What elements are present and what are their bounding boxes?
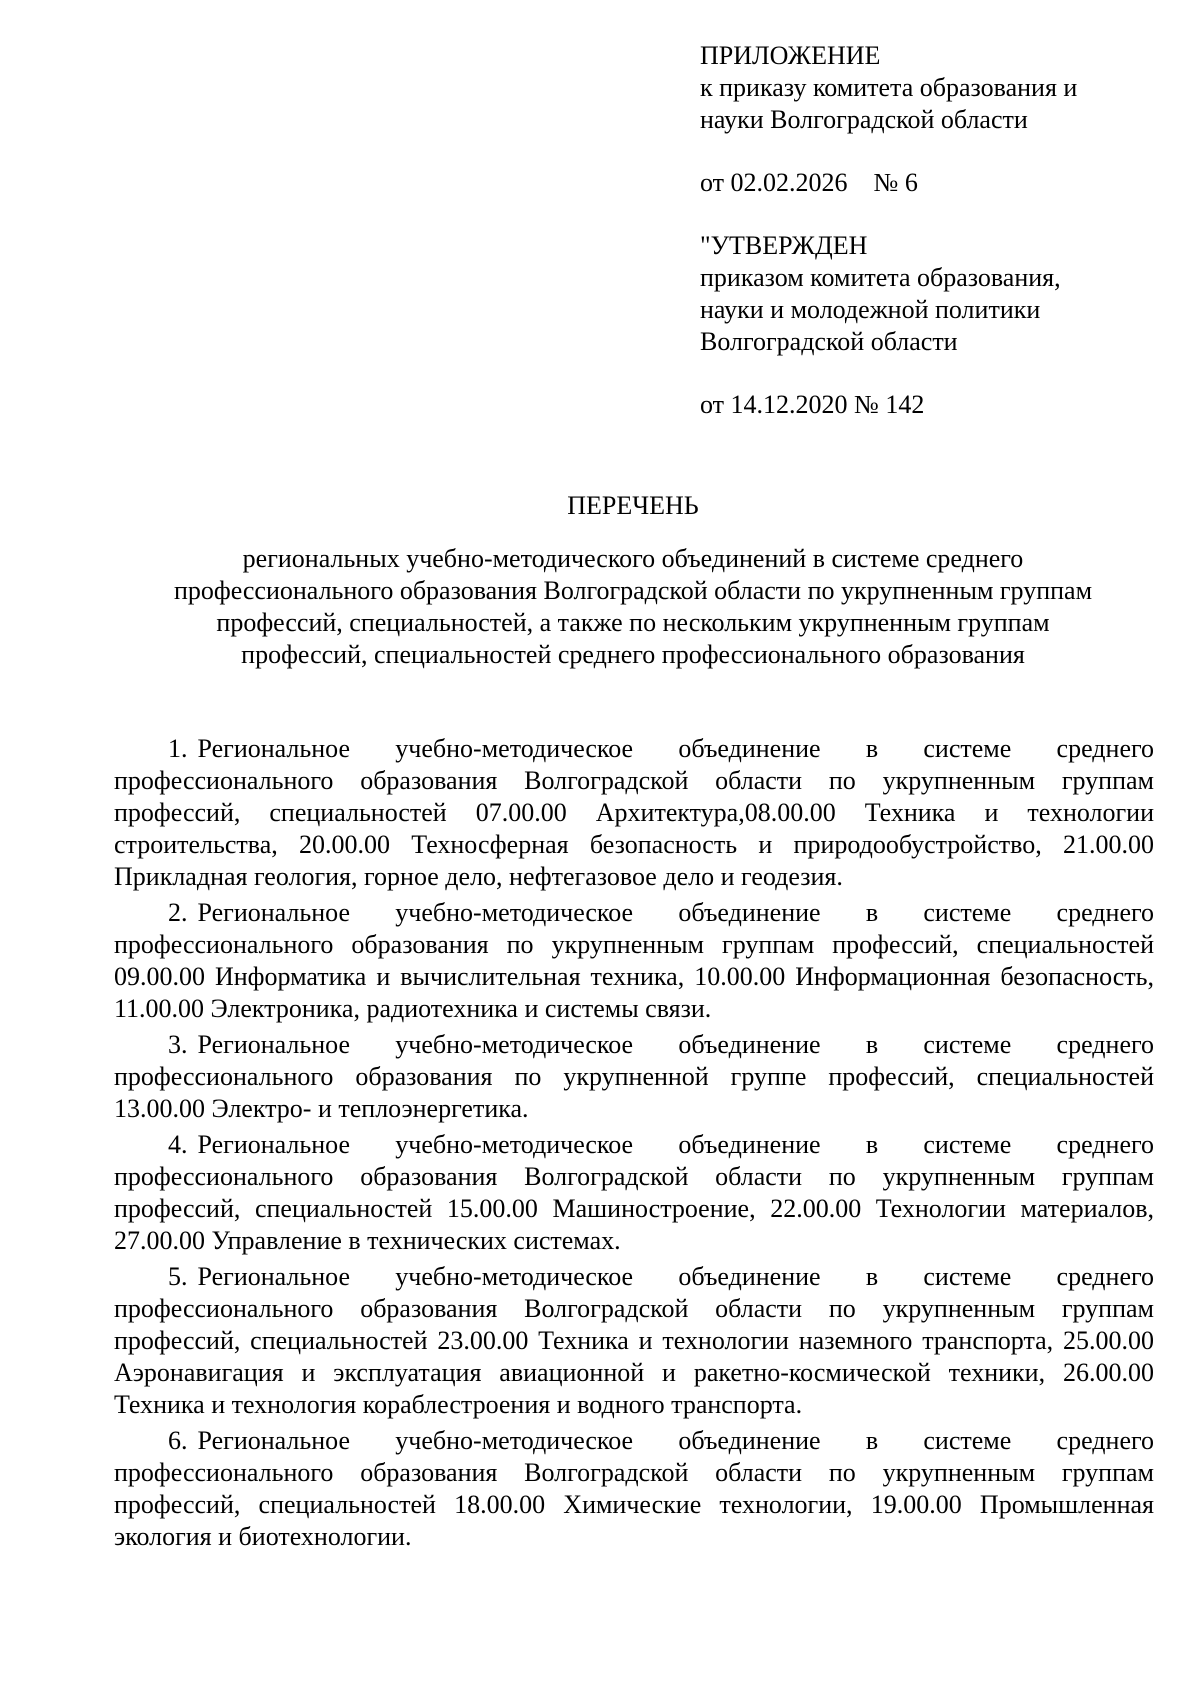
item-number: 4. xyxy=(168,1130,188,1159)
document-subtitle xyxy=(110,543,1156,671)
subtitle-line: региональных учебно-методического объединений в системе среднего xyxy=(242,544,1024,573)
appendix-line: к приказу комитета образования и xyxy=(700,73,1078,102)
appendix-header xyxy=(700,40,1180,421)
item-text: Региональное учебно-методическое объединение в системе среднего профессионального образования по укрупненной группе профессий, специальностей 13.00.00 Электро- и теплоэнергетика. xyxy=(114,1030,1154,1123)
approved-line: науки и молодежной политики xyxy=(700,295,1041,324)
order-reference: от 02.02.2026 № 6 xyxy=(700,168,918,197)
item-text: Региональное учебно-методическое объединение в системе среднего профессионального образования Волгоградской области по укрупненным группам профессий, специальностей 15.00.00 Машиностроение, 22.00.00 Технологии материалов, 27.00.00 Управление в технических системах. xyxy=(114,1130,1154,1255)
subtitle-line: профессий, специальностей, а также по нескольким укрупненным группам xyxy=(216,608,1050,637)
approved-order-reference: от 14.12.2020 № 142 xyxy=(700,390,925,419)
item-number: 3. xyxy=(168,1030,188,1059)
list-item xyxy=(114,733,1154,893)
item-number: 1. xyxy=(168,734,188,763)
appendix-label: ПРИЛОЖЕНИЕ xyxy=(700,41,881,70)
document-title: ПЕРЕЧЕНЬ xyxy=(567,491,699,520)
list-item xyxy=(114,1261,1154,1421)
approved-label: "УТВЕРЖДЕН xyxy=(700,231,868,260)
list-item xyxy=(114,1129,1154,1257)
list-item xyxy=(114,897,1154,1025)
subtitle-line: профессионального образования Волгоградской области по укрупненным группам xyxy=(173,576,1093,605)
list-item xyxy=(114,1029,1154,1125)
item-text: Региональное учебно-методическое объединение в системе среднего профессионального образования Волгоградской области по укрупненным группам профессий, специальностей 23.00.00 Техника и технологии наземного транспорта, 25.00.00 Аэронавигация и эксплуатация авиационной и ракетно-космической техники, 26.00.00 Техника и технология кораблестроения и водного транспорта. xyxy=(114,1262,1154,1419)
item-text: Региональное учебно-методическое объединение в системе среднего профессионального образования Волгоградской области по укрупненным группам профессий, специальностей 07.00.00 Архитектура,08.00.00 Техника и технологии строительства, 20.00.00 Техносферная безопасность и природообустройство, 21.00.00 Прикладная геология, горное дело, нефтегазовое дело и геодезия. xyxy=(114,734,1154,891)
subtitle-line: профессий, специальностей среднего профессионального образования xyxy=(241,640,1025,669)
item-number: 5. xyxy=(168,1262,188,1291)
item-text: Региональное учебно-методическое объединение в системе среднего профессионального образования по укрупненным группам профессий, специальностей 09.00.00 Информатика и вычислительная техника, 10.00.00 Информационная безопасность, 11.00.00 Электроника, радиотехника и системы связи. xyxy=(114,898,1154,1023)
approved-line: приказом комитета образования, xyxy=(700,263,1061,292)
item-text: Региональное учебно-методическое объединение в системе среднего профессионального образования Волгоградской области по укрупненным группам профессий, специальностей 18.00.00 Химические технологии, 19.00.00 Промышленная экология и биотехнологии. xyxy=(114,1426,1154,1551)
list-item xyxy=(114,1425,1154,1553)
appendix-line: науки Волгоградской области xyxy=(700,105,1028,134)
item-number: 2. xyxy=(168,898,188,927)
item-number: 6. xyxy=(168,1426,188,1455)
approved-line: Волгоградской области xyxy=(700,327,958,356)
association-list xyxy=(114,733,1154,1557)
